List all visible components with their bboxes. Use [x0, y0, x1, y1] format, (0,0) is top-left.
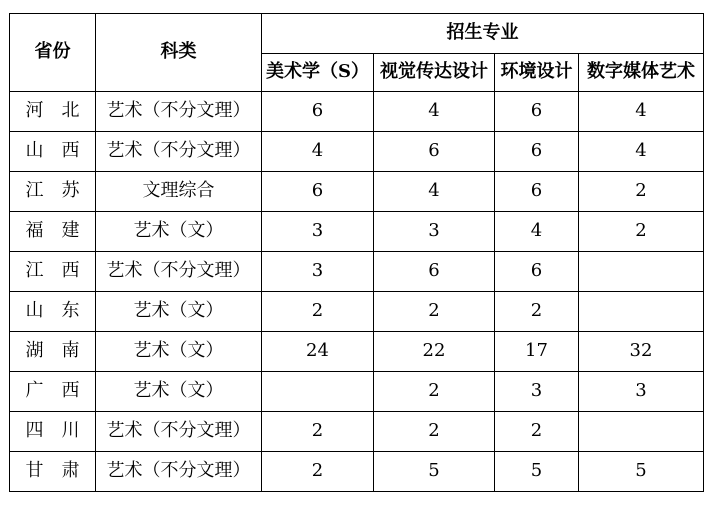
- value-cell: 2: [579, 172, 704, 212]
- value-cell: 2: [374, 292, 495, 332]
- value-cell: 5: [579, 452, 704, 492]
- value-cell: 3: [262, 212, 374, 252]
- value-cell: [579, 252, 704, 292]
- admissions-quota-table: [9, 13, 704, 492]
- value-cell: 6: [262, 92, 374, 132]
- value-cell: 4: [374, 92, 495, 132]
- table-row: [10, 212, 704, 252]
- category-cell: 艺术（文）: [96, 292, 262, 332]
- value-cell: 3: [495, 372, 579, 412]
- province-cell: 山 西: [10, 132, 96, 172]
- province-cell: 江 西: [10, 252, 96, 292]
- value-cell: 2: [262, 412, 374, 452]
- province-column-header: 省份: [10, 14, 96, 92]
- value-cell: 4: [374, 172, 495, 212]
- major-header-fine-arts: 美术学（S）: [262, 54, 374, 92]
- value-cell: 17: [495, 332, 579, 372]
- category-cell: 艺术（不分文理）: [96, 452, 262, 492]
- province-cell: 甘 肃: [10, 452, 96, 492]
- value-cell: 22: [374, 332, 495, 372]
- value-cell: 6: [495, 252, 579, 292]
- province-cell: 广 西: [10, 372, 96, 412]
- value-cell: 2: [495, 412, 579, 452]
- value-cell: 4: [579, 132, 704, 172]
- table-row: [10, 132, 704, 172]
- province-cell: 四 川: [10, 412, 96, 452]
- value-cell: 5: [495, 452, 579, 492]
- value-cell: 2: [495, 292, 579, 332]
- category-column-header: 科类: [96, 14, 262, 92]
- value-cell: 3: [262, 252, 374, 292]
- table-row: [10, 372, 704, 412]
- category-cell: 艺术（不分文理）: [96, 92, 262, 132]
- value-cell: 2: [374, 372, 495, 412]
- category-cell: 艺术（不分文理）: [96, 132, 262, 172]
- table-row: [10, 452, 704, 492]
- value-cell: 24: [262, 332, 374, 372]
- major-header-environment-design: 环境设计: [495, 54, 579, 92]
- value-cell: 2: [262, 292, 374, 332]
- province-cell: 福 建: [10, 212, 96, 252]
- table-row: [10, 412, 704, 452]
- table-row: [10, 252, 704, 292]
- value-cell: 6: [374, 252, 495, 292]
- province-cell: 江 苏: [10, 172, 96, 212]
- table-row: [10, 292, 704, 332]
- value-cell: 3: [579, 372, 704, 412]
- major-header-visual-design: 视觉传达设计: [374, 54, 495, 92]
- province-cell: 山 东: [10, 292, 96, 332]
- value-cell: 4: [262, 132, 374, 172]
- value-cell: 5: [374, 452, 495, 492]
- category-cell: 艺术（文）: [96, 332, 262, 372]
- category-cell: 艺术（文）: [96, 372, 262, 412]
- value-cell: [579, 292, 704, 332]
- province-cell: 河 北: [10, 92, 96, 132]
- value-cell: 2: [579, 212, 704, 252]
- value-cell: 6: [495, 92, 579, 132]
- category-cell: 艺术（文）: [96, 212, 262, 252]
- value-cell: 2: [262, 452, 374, 492]
- value-cell: [262, 372, 374, 412]
- value-cell: 2: [374, 412, 495, 452]
- table-row: [10, 172, 704, 212]
- value-cell: 6: [495, 132, 579, 172]
- value-cell: 4: [495, 212, 579, 252]
- value-cell: 6: [262, 172, 374, 212]
- category-cell: 文理综合: [96, 172, 262, 212]
- value-cell: 4: [579, 92, 704, 132]
- value-cell: [579, 412, 704, 452]
- value-cell: 32: [579, 332, 704, 372]
- category-cell: 艺术（不分文理）: [96, 412, 262, 452]
- majors-group-header: 招生专业: [262, 14, 704, 54]
- value-cell: 6: [495, 172, 579, 212]
- category-cell: 艺术（不分文理）: [96, 252, 262, 292]
- province-cell: 湖 南: [10, 332, 96, 372]
- value-cell: 3: [374, 212, 495, 252]
- major-header-digital-media: 数字媒体艺术: [579, 54, 704, 92]
- table-row: [10, 332, 704, 372]
- table-row: [10, 92, 704, 132]
- value-cell: 6: [374, 132, 495, 172]
- header-row-top: [10, 14, 704, 54]
